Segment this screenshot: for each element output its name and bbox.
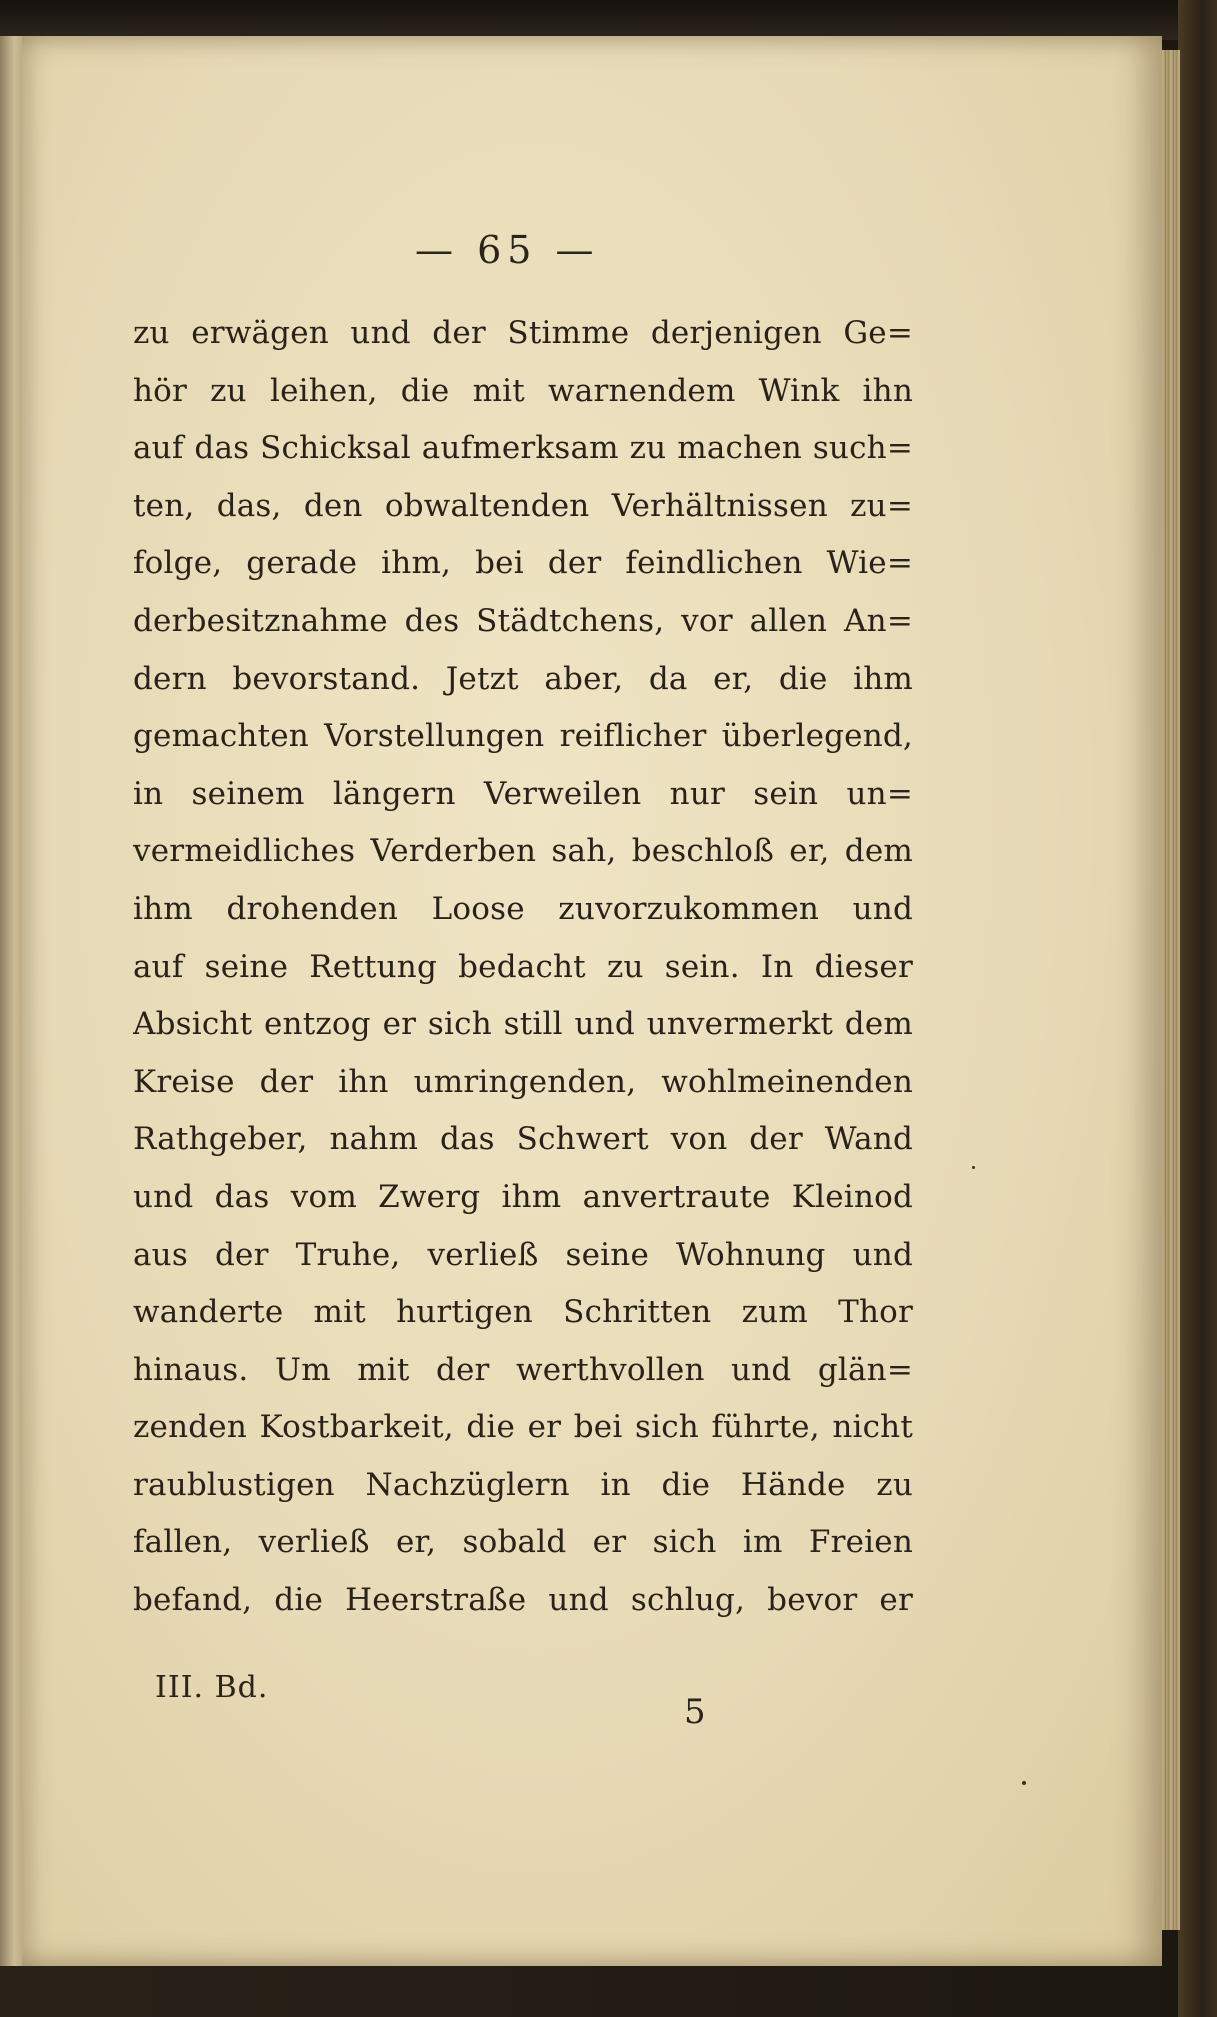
- text-line: vermeidliches Verderben sah, beschloß er, dem: [133, 833, 913, 870]
- book-cover-edge: [1178, 0, 1217, 2017]
- running-header: — 65 —: [415, 228, 600, 272]
- text-line: dern bevorstand. Jetzt aber, da er, die ihm: [133, 660, 913, 697]
- text-line: ten, das, den obwaltenden Verhältnissen zu=: [133, 487, 913, 524]
- text-line: raublustigen Nachzüglern in die Hände zu: [133, 1466, 913, 1503]
- text-line: wanderte mit hurtigen Schritten zum Thor: [133, 1294, 913, 1331]
- text-line: Kreise der ihn umringenden, wohlmeinenden: [133, 1063, 913, 1100]
- text-line: hinaus. Um mit der werthvollen und glän=: [133, 1351, 913, 1388]
- signature-mark-number: 5: [684, 1692, 706, 1732]
- text-line: gemachten Vorstellungen reiflicher überlegend,: [133, 718, 913, 755]
- text-line: auf das Schicksal aufmerksam zu machen such=: [133, 430, 913, 467]
- text-line: in seinem längern Verweilen nur sein un=: [133, 775, 913, 812]
- text-line: ihm drohenden Loose zuvorzukommen und: [133, 890, 913, 927]
- text-line: Rathgeber, nahm das Schwert von der Wand: [133, 1121, 913, 1158]
- paper-speck: [972, 1166, 975, 1169]
- text-line: fallen, verließ er, sobald er sich im Freien: [133, 1524, 913, 1561]
- text-line: zu erwägen und der Stimme derjenigen Ge=: [133, 315, 913, 351]
- signature-mark-volume: III. Bd.: [155, 1670, 269, 1705]
- text-line: hör zu leihen, die mit warnendem Wink ihn: [133, 372, 913, 409]
- text-line: folge, gerade ihm, bei der feindlichen Wie=: [133, 545, 913, 582]
- text-line: zenden Kostbarkeit, die er bei sich führte, nicht: [133, 1409, 913, 1446]
- paper-speck: [1022, 1781, 1026, 1785]
- body-text: [133, 305, 913, 1630]
- text-line: Absicht entzog er sich still und unvermerkt dem: [133, 1006, 913, 1043]
- text-line: und das vom Zwerg ihm anvertraute Kleinod: [133, 1178, 913, 1215]
- text-line: aus der Truhe, verließ seine Wohnung und: [133, 1236, 913, 1273]
- top-shadow: [0, 0, 1217, 40]
- adjacent-page-edge: [0, 36, 24, 1966]
- text-line: auf seine Rettung bedacht zu sein. In dieser: [133, 948, 913, 985]
- text-line: derbesitznahme des Städtchens, vor allen An=: [133, 602, 913, 639]
- text-line: befand, die Heerstraße und schlug, bevor er: [133, 1582, 913, 1619]
